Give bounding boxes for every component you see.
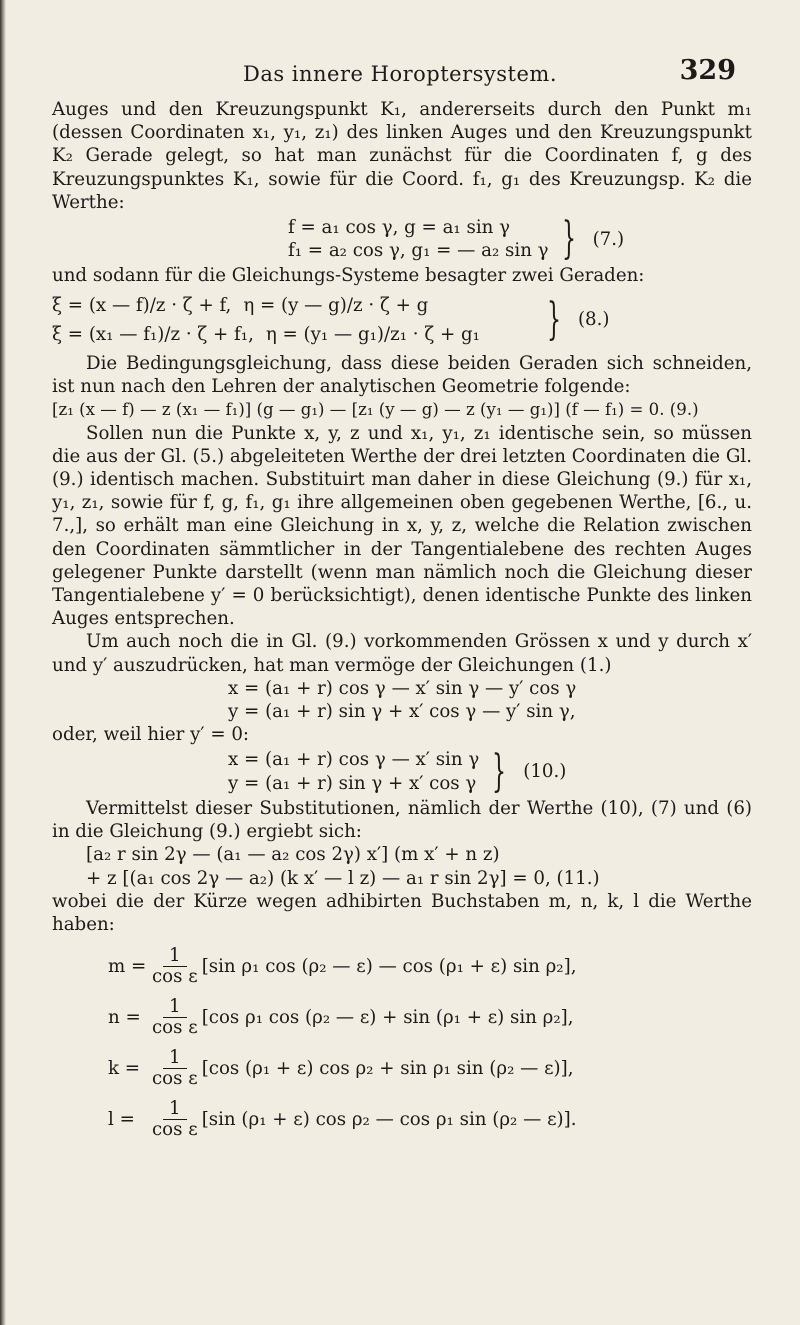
paragraph-7: Vermittelst dieser Substitutionen, nämlich der Werthe (10), (7) und (6) in die Gleichung (9.) ergiebt sich:: [52, 797, 752, 843]
right-brace-icon: }: [492, 745, 507, 797]
fraction-numerator: 1: [163, 997, 187, 1018]
equation-8-line-2-eta: η = (y₁ — g₁)/z₁ · ζ + g₁: [265, 323, 480, 345]
equation-11: [86, 843, 752, 889]
coefficient-k-lhs: k =: [108, 1058, 141, 1079]
equation-7-line-2: f₁ = a₂ cos γ, g₁ = — a₂ sin γ: [288, 240, 549, 262]
coefficient-k: [108, 1048, 752, 1089]
fraction: [152, 946, 198, 987]
equation-8-line-2-xi: ξ = (x₁ — f₁)/z · ζ + f₁,: [52, 323, 254, 345]
right-brace-icon: }: [561, 213, 576, 265]
coefficient-definitions: [108, 946, 752, 1140]
paragraph-2: und sodann für die Gleichungs-Systeme besagter zwei Geraden:: [52, 265, 645, 287]
fraction-numerator: 1: [163, 1099, 187, 1120]
fraction: [152, 1099, 198, 1140]
page-number: 329: [679, 55, 736, 86]
equation-10: [228, 745, 752, 797]
coefficient-l-rhs: [sin (ρ₁ + ε) cos ρ₂ — cos ρ₁ sin (ρ₂ — ε)].: [201, 1109, 577, 1130]
coefficient-m: [108, 946, 752, 987]
equation-10-label: (10.): [523, 761, 567, 783]
coefficient-m-rhs: [sin ρ₁ cos (ρ₂ — ε) — cos (ρ₁ + ε) sin ρ₂],: [201, 956, 577, 977]
fraction-numerator: 1: [163, 1048, 187, 1069]
equation-7: [288, 213, 752, 265]
coefficient-m-lhs: m =: [108, 956, 147, 977]
equation-1-line-1: x = (a₁ + r) cos γ — x′ sin γ — y′ cos γ: [228, 677, 577, 699]
equation-1: [228, 677, 752, 723]
fraction-denominator: cos ε: [152, 1017, 198, 1039]
coefficient-n: [108, 997, 752, 1038]
fraction: [152, 1048, 198, 1089]
equation-8-label: (8.): [577, 309, 610, 331]
running-header: Das innere Horoptersystem.: [242, 62, 557, 86]
fraction-denominator: cos ε: [152, 1068, 198, 1090]
coefficient-l: [108, 1099, 752, 1140]
coefficient-n-rhs: [cos ρ₁ cos (ρ₂ — ε) + sin (ρ₁ + ε) sin ρ₂],: [201, 1007, 574, 1028]
page-edge-shadow: [0, 0, 6, 1325]
equation-8-line-1-eta: η = (y — g)/z · ζ + g: [243, 294, 429, 316]
right-brace-icon: }: [546, 293, 561, 345]
equation-8-line-1-xi: ξ = (x — f)/z · ζ + f,: [52, 294, 232, 316]
paragraph-6: oder, weil hier y′ = 0:: [52, 724, 250, 746]
paragraph-4: Sollen nun die Punkte x, y, z und x₁, y₁, z₁ identische sein, so müssen die aus der Gl. (5.) abgeleiteten Werthe der drei letzten Coordinaten die Gl. (9.) identisch machen. Substituirt man daher in diese Gleichung (9.) für x₁, y₁, z₁, sowie für f, g, f₁, g₁ ihre allgemeinen oben gegebenen Werthe, [6., u. 7.,], so erhält man eine Gleichung in x, y, z, welche die Relation zwischen den Coordinaten sämmtlicher in der Tangentialebene des rechten Auges gelegener Punkte darstellt (wenn man nämlich noch die Gleichung dieser Tangentialebene y′ = 0 berücksichtigt), denen identische Punkte des linken Auges entsprechen.: [52, 422, 752, 630]
coefficient-l-lhs: l =: [108, 1109, 135, 1130]
paragraph-5: Um auch noch die in Gl. (9.) vorkommenden Grössen x und y durch x′ und y′ auszudrücken, hat man vermöge der Gleichungen (1.): [52, 631, 752, 676]
equation-11-line-2: + z [(a₁ cos 2γ — a₂) (k x′ — l z) — a₁ r sin 2γ] = 0, (11.): [86, 867, 600, 889]
page-body: [52, 98, 752, 1140]
paragraph-1: Auges und den Kreuzungspunkt K₁, andererseits durch den Punkt m₁ (dessen Coordinaten x₁, y₁, z₁) des linken Auges und den Kreuzungspunkt K₂ Gerade gelegt, so hat man zunächst für die Coordinaten f, g des Kreuzungspunktes K₁, sowie für die Coord. f₁, g₁ des Kreuzungsp. K₂ die Werthe:: [52, 99, 752, 213]
fraction: [152, 997, 198, 1038]
equation-10-line-2: y = (a₁ + r) sin γ + x′ cos γ: [228, 772, 477, 794]
equation-7-line-1: f = a₁ cos γ, g = a₁ sin γ: [288, 217, 511, 239]
equation-11-line-1: [a₂ r sin 2γ — (a₁ — a₂ cos 2γ) x′] (m x′ + n z): [86, 844, 500, 866]
coefficient-k-rhs: [cos (ρ₁ + ε) cos ρ₂ + sin ρ₁ sin (ρ₂ — ε)],: [201, 1058, 574, 1079]
fraction-denominator: cos ε: [152, 966, 198, 988]
equation-9: [z₁ (x — f) — z (x₁ — f₁)] (g — g₁) — [z₁ (y — g) — z (y₁ — g₁)] (f — f₁) = 0. (9.): [52, 400, 699, 420]
equation-8: [52, 294, 752, 346]
paragraph-3: Die Bedingungsgleichung, dass diese beiden Geraden sich schneiden, ist nun nach den Lehren der analytischen Geometrie folgende:: [52, 353, 752, 398]
coefficient-n-lhs: n =: [108, 1007, 141, 1028]
paragraph-8: wobei die der Kürze wegen adhibirten Buchstaben m, n, k, l die Werthe haben:: [52, 890, 752, 935]
equation-10-line-1: x = (a₁ + r) cos γ — x′ sin γ: [228, 749, 480, 771]
fraction-numerator: 1: [163, 946, 187, 967]
equation-7-label: (7.): [592, 228, 625, 250]
fraction-denominator: cos ε: [152, 1119, 198, 1141]
equation-1-line-2: y = (a₁ + r) sin γ + x′ cos γ — y′ sin γ,: [228, 701, 576, 723]
